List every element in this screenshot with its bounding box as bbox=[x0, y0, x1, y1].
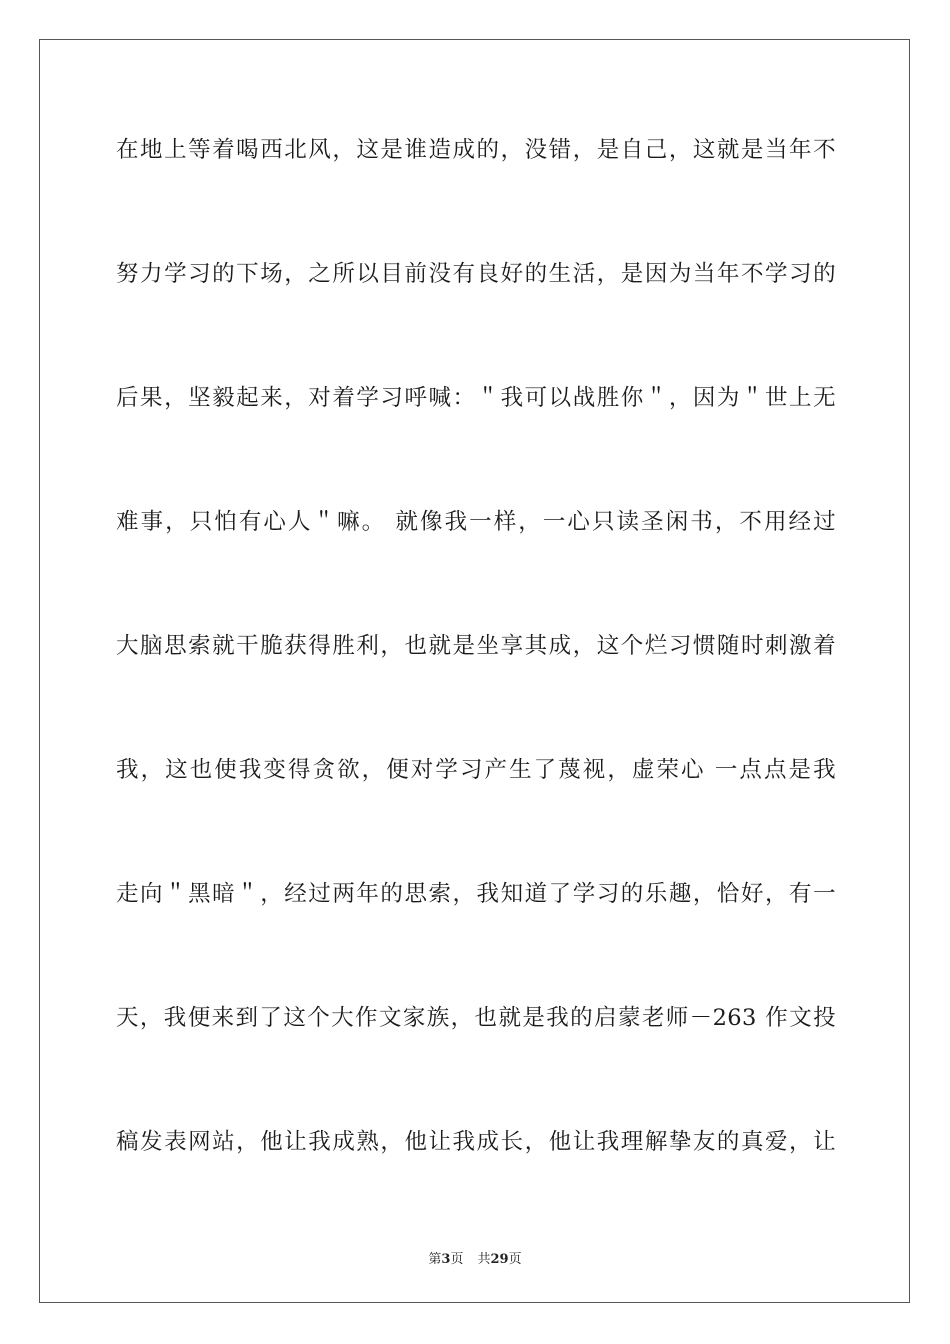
text-line: 努力学习的下场，之所以目前没有良好的生活，是因为当年不学习的 bbox=[116, 261, 836, 287]
text-line: 在地上等着喝西北风，这是谁造成的，没错，是自己，这就是当年不 bbox=[116, 137, 836, 163]
text-line: 后果，坚毅起来，对着学习呼喊：＂我可以战胜你＂，因为＂世上无 bbox=[116, 385, 836, 411]
text-line: 天，我便来到了这个大作文家族，也就是我的启蒙老师－263 作文投 bbox=[116, 1005, 836, 1031]
page-footer bbox=[0, 1248, 950, 1267]
text-line: 走向＂黑暗＂，经过两年的思索，我知道了学习的乐趣，恰好，有一 bbox=[116, 881, 836, 907]
total-pages-label: 共29页 bbox=[477, 1252, 522, 1267]
text-line: 稿发表网站，他让我成熟，他让我成长，他让我理解挚友的真爱，让 bbox=[116, 1129, 836, 1155]
page-number-label: 第3页 bbox=[428, 1252, 464, 1267]
text-line: 难事，只怕有心人＂嘛。 就像我一样，一心只读圣闲书，不用经过 bbox=[116, 509, 836, 535]
text-line: 我，这也使我变得贪欲，便对学习产生了蔑视，虚荣心 一点点是我 bbox=[116, 757, 836, 783]
text-line: 大脑思索就干脆获得胜利，也就是坐享其成，这个烂习惯随时刺激着 bbox=[116, 633, 836, 659]
document-body bbox=[116, 128, 836, 1244]
